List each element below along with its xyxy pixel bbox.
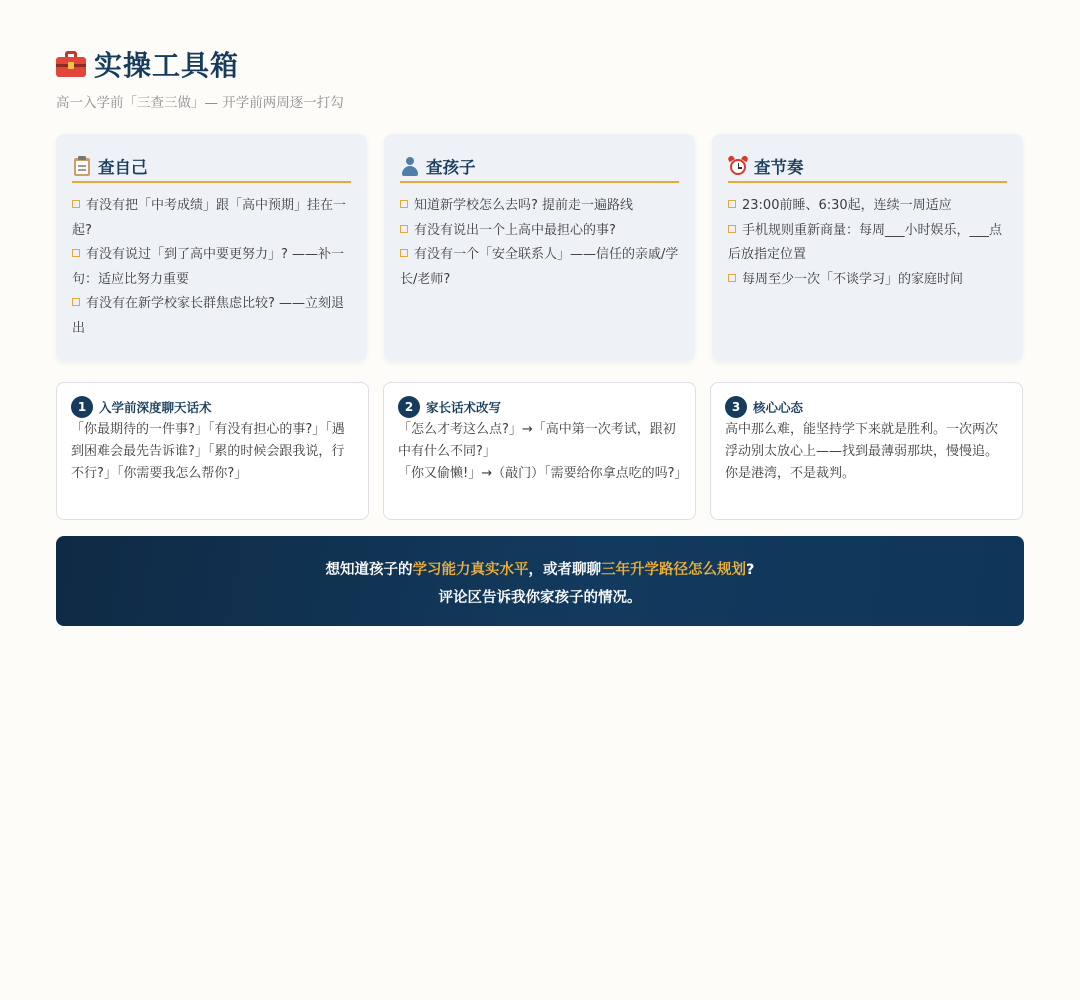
tip-title: 家长话术改写	[426, 400, 502, 415]
card-title: 查节奏	[754, 158, 804, 177]
checklist-item[interactable]	[728, 194, 1007, 219]
title-row	[56, 44, 239, 84]
alarm-clock-icon	[728, 156, 748, 176]
checklist-item-text: 手机规则重新商量：每周___小时娱乐，___点后放指定位置	[728, 222, 1003, 262]
checklist-item[interactable]	[72, 292, 351, 341]
checkbox-icon[interactable]	[728, 225, 736, 233]
checklist-item[interactable]	[728, 219, 1007, 268]
checklist-item[interactable]	[728, 268, 1007, 293]
tip-header	[725, 396, 1008, 418]
card-divider	[400, 181, 679, 183]
checkbox-icon[interactable]	[400, 225, 408, 233]
checklist-item[interactable]	[400, 194, 679, 219]
number-badge: 3	[725, 396, 747, 418]
check-cards	[56, 134, 1024, 361]
card-title: 查自己	[98, 158, 148, 177]
cta-text: ?	[746, 562, 755, 578]
checkbox-icon[interactable]	[728, 200, 736, 208]
page-title: 实操工具箱	[94, 49, 240, 82]
tip-header	[398, 396, 681, 418]
number-badge: 1	[71, 396, 93, 418]
tip-line: 高中那么难，能坚持学下来就是胜利。一次两次浮动别太放心上——找到最薄弱那块，慢慢追。你是港湾，不是裁判。	[725, 422, 999, 481]
checkbox-icon[interactable]	[72, 200, 80, 208]
card-title: 查孩子	[426, 158, 476, 177]
checklist-item-text: 有没有在新学校家长群焦虑比较? ——立刻退出	[72, 296, 345, 336]
checklist-item-text: 有没有一个「安全联系人」——信任的亲戚/学长/老师?	[400, 247, 679, 287]
tip-body	[398, 419, 688, 485]
card-header	[400, 154, 679, 178]
person-icon	[400, 156, 420, 176]
tip-header	[71, 396, 354, 418]
checklist-item[interactable]	[72, 194, 351, 243]
checkbox-icon[interactable]	[400, 200, 408, 208]
tip-cards	[56, 382, 1024, 520]
checkbox-icon[interactable]	[72, 298, 80, 306]
clipboard-icon	[72, 156, 92, 176]
tip-title: 入学前深度聊天话术	[99, 400, 212, 415]
card-header	[72, 154, 351, 178]
tip-card-rewrite	[383, 382, 696, 520]
checkbox-icon[interactable]	[400, 249, 408, 257]
cta-line-1	[56, 556, 1024, 584]
check-card-rhythm	[712, 134, 1023, 361]
card-divider	[72, 181, 351, 183]
card-divider	[728, 181, 1007, 183]
cta-highlight: 三年升学路径怎么规划	[601, 562, 747, 578]
check-card-child	[384, 134, 695, 361]
tip-line: 「你最期待的一件事?」「有没有担心的事?」「遇到困难会最先告诉谁?」「累的时候会跟我说，行不行?」「你需要我怎么帮你?」	[71, 422, 345, 481]
checklist-item-text: 有没有说出一个上高中最担心的事?	[414, 222, 616, 238]
checklist-item-text: 有没有说过「到了高中要更努力」? ——补一句：适应比努力重要	[72, 247, 345, 287]
cta-highlight: 学习能力真实水平	[412, 562, 529, 578]
cta-text: 想知道孩子的	[325, 562, 413, 578]
cta-text: ，或者聊聊	[528, 562, 602, 578]
call-to-action-banner	[56, 536, 1024, 626]
checklist-item-text: 有没有把「中考成绩」跟「高中预期」挂在一起?	[72, 198, 347, 238]
card-header	[728, 154, 1007, 178]
checklist-item[interactable]	[72, 243, 351, 292]
tip-line: 「怎么才考这么点?」→「高中第一次考试，跟初中有什么不同?」	[398, 422, 676, 459]
tip-line: 「你又偷懒!」→（敲门）「需要给你拿点吃的吗?」	[398, 466, 688, 481]
checkbox-icon[interactable]	[72, 249, 80, 257]
checklist-item[interactable]	[400, 243, 679, 292]
checklist-item-text: 每周至少一次「不谈学习」的家庭时间	[742, 271, 964, 287]
tip-body	[725, 419, 1008, 485]
page-subtitle: 高一入学前「三查三做」— 开学前两周逐一打勾	[56, 95, 344, 111]
tip-card-mindset	[710, 382, 1023, 520]
checklist-item[interactable]	[400, 219, 679, 244]
checkbox-icon[interactable]	[728, 274, 736, 282]
toolbox-icon	[56, 51, 86, 77]
check-card-self	[56, 134, 367, 361]
tip-body	[71, 419, 354, 485]
checklist-item-text: 23:00前睡、6:30起，连续一周适应	[742, 198, 952, 213]
tip-title: 核心心态	[753, 400, 804, 415]
cta-line-2: 评论区告诉我你家孩子的情况。	[438, 590, 642, 606]
tip-card-chat-script	[56, 382, 369, 520]
number-badge: 2	[398, 396, 420, 418]
checklist-item-text: 知道新学校怎么去吗? 提前走一遍路线	[414, 198, 634, 213]
